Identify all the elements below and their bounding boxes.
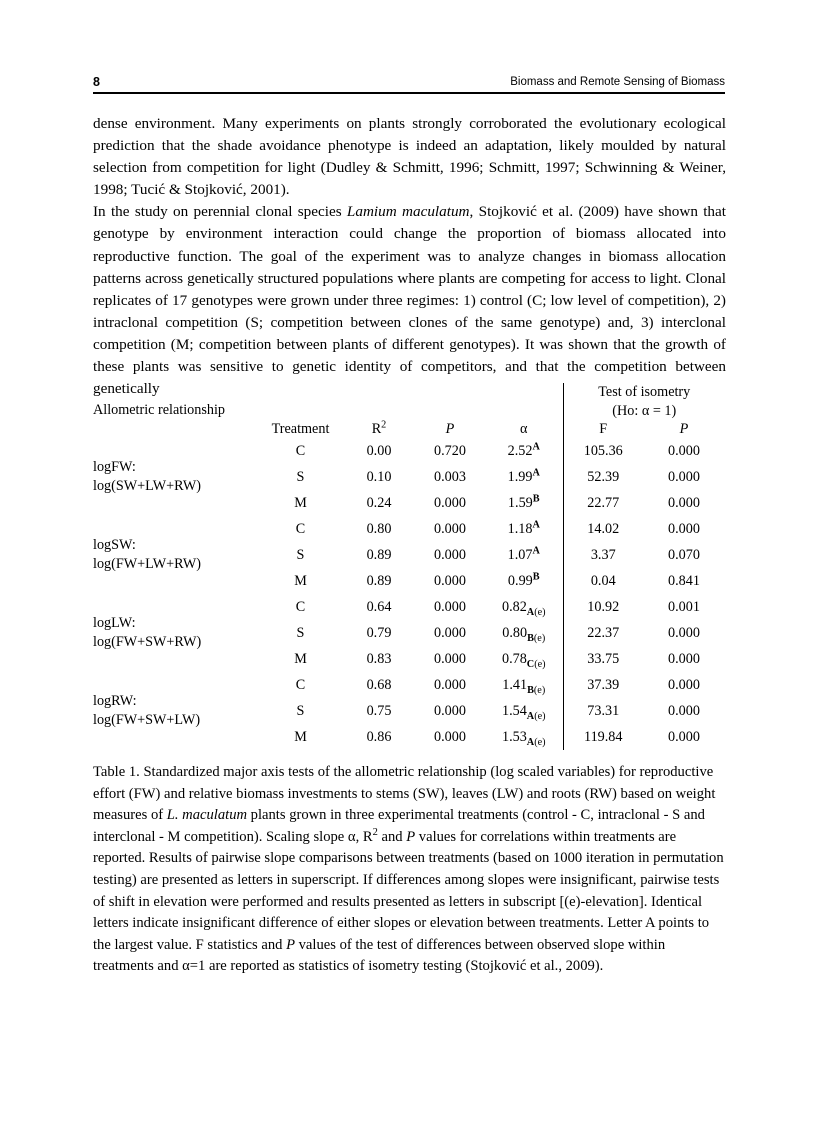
cell-r2: 0.10 [366,468,392,485]
table-row [93,516,725,542]
cell-alpha-value: 1.07 [507,546,533,563]
table-body [93,383,725,750]
cell-r2: 0.24 [366,494,392,511]
cell-p: 0.000 [434,520,466,537]
cell-iso-p: 0.000 [668,520,700,537]
cell-treatment: M [294,650,307,667]
cell-alpha-subscript-letter: B [527,632,534,644]
paragraph-2-lead: In the study on perennial clonal species [93,203,347,221]
header-f [563,421,643,438]
cell-alpha-superscript: B [532,492,540,504]
cell-alpha-subscript-suffix: (e) [534,710,546,722]
cell-alpha-value: 1.53 [501,728,527,745]
table-header-row-1 [93,383,725,421]
cell-alpha-subscript-letter: A [526,736,535,748]
row-label-block-1 [93,516,258,594]
cell-alpha [485,568,563,594]
cell-r2: 0.89 [366,572,392,589]
cell-alpha [485,464,563,490]
cell-alpha-subscript [527,632,545,643]
cell-alpha [485,542,563,568]
cell-alpha-subscript-letter: C [526,658,535,670]
cell-r2: 0.79 [366,624,392,641]
cell-r2: 0.89 [366,546,392,563]
cell-treatment: C [295,676,306,693]
cell-alpha-value: 0.82 [501,598,527,615]
cell-iso-p: 0.000 [668,728,700,745]
cell-alpha-subscript-suffix: (e) [534,736,546,748]
header-alpha [485,421,563,438]
cell-alpha-subscript-suffix: (e) [534,658,546,670]
cell-f: 119.84 [563,724,643,750]
cell-alpha-subscript [527,606,546,617]
table-caption [93,762,728,978]
row-label-line-2: log(FW+SW+RW) [93,634,202,650]
cell-alpha-subscript-suffix: (e) [533,632,546,644]
cell-p: 0.000 [434,650,466,667]
cell-treatment: C [295,520,306,537]
cell-iso-p: 0.000 [668,650,700,667]
header-iso-p [643,421,725,438]
running-header-row [93,76,725,92]
body-text [93,113,726,400]
cell-iso-p: 0.001 [668,598,700,615]
header-allometric-relationship-label: Allometric relationship [93,402,225,418]
header-r2-label: R [371,421,382,437]
cell-alpha-value: 1.54 [501,702,527,719]
caption-r2-exponent: 2 [372,826,378,838]
cell-f: 22.77 [563,490,643,516]
cell-treatment: S [296,624,305,641]
cell-p: 0.000 [434,676,466,693]
cell-p: 0.000 [434,728,466,745]
cell-alpha-value: 1.59 [507,494,533,511]
cell-iso-p: 0.000 [668,468,700,485]
cell-p: 0.000 [434,546,466,563]
table-row [93,672,725,698]
cell-alpha-value: 1.41 [502,676,528,693]
table-1-container [93,383,725,750]
cell-treatment: S [296,546,305,563]
cell-f: 52.39 [563,464,643,490]
cell-alpha [485,724,563,750]
row-label-block-0 [93,438,258,516]
paragraph-1-text: dense environment. Many experiments on plants strongly corroborated the evolutionary ecological prediction that the shade avoidance phenotype is indeed an adaptation, likely moulded by natural selection from competition for light (Dudley & Schmitt, 1996; Schmitt, 1997; Schwinning & Weiner, 1998; Tucić & Stojković, 2001). [93,115,726,199]
cell-r2: 0.83 [366,650,392,667]
cell-alpha [485,516,563,542]
cell-alpha-subscript [527,710,546,721]
header-allometric-relationship [93,383,258,438]
cell-f: 10.92 [563,594,643,620]
row-label-line-1: logFW: [93,458,136,475]
cell-f: 73.31 [563,698,643,724]
cell-p: 0.000 [434,598,466,615]
cell-alpha [485,594,563,620]
row-label-line-1: logLW: [93,614,136,631]
cell-alpha-value: 0.78 [501,650,527,667]
caption-part-3: and [377,828,407,845]
header-p [415,421,485,438]
cell-iso-p: 0.070 [668,546,700,563]
paragraph-2-rest: , Stojković et al. (2009) have shown that genotype by environment interaction could change the proportion of biomass allocated into reproductive function. The goal of the experiment was to analyze changes in biomass allocation patterns across genetically structured populations where plants are competing for access to light. Clonal replicates of 17 genotypes were grown under three regimes: 1) control (C; low level of competition), 2) intraclonal competition (S; competition between clones of the same genotype) and, 3) interclonal competition (M; competition between plants of different genotypes). It was shown that the growth of these plants was sensitive to genetic identity of competitors, and that the competition between genetically [93,203,726,398]
cell-treatment: S [296,702,305,719]
paragraph-1 [93,113,726,201]
cell-alpha [485,620,563,646]
cell-r2: 0.64 [366,598,392,615]
cell-alpha-value: 1.99 [507,468,533,485]
paragraph-2 [93,201,726,400]
cell-alpha [485,672,563,698]
cell-alpha-subscript-letter: A [526,710,535,722]
cell-alpha-subscript [527,736,546,747]
cell-alpha-subscript-suffix: (e) [534,606,546,618]
cell-alpha-superscript: A [532,466,540,478]
cell-treatment: M [294,728,307,745]
cell-treatment: S [296,468,305,485]
cell-iso-p: 0.000 [668,702,700,719]
cell-alpha-superscript: B [532,570,540,582]
row-label-block-3 [93,672,258,750]
page-number: 8 [93,75,100,89]
cell-p: 0.000 [434,702,466,719]
header-r2 [343,421,415,438]
cell-alpha-subscript-letter: B [527,684,534,696]
table-row [93,594,725,620]
header-rule [93,92,725,94]
cell-alpha-value: 2.52 [507,442,533,459]
header-r2-exponent: 2 [381,419,387,431]
header-p-label: P [445,421,455,437]
cell-p: 0.720 [434,442,466,459]
allometry-results-table [93,383,725,750]
caption-p-italic-2: P [286,936,295,953]
cell-iso-p: 0.841 [668,572,700,589]
cell-alpha-value: 0.99 [507,572,533,589]
row-label-line-2: log(SW+LW+RW) [93,478,201,494]
cell-alpha [485,698,563,724]
header-f-label: F [599,421,608,437]
caption-part-1: Table 1. Standardized major axis tests of the allometric relationship (log scaled variables) for reproductive effort (FW) and relative biomass investments to stems (SW), leaves (LW) and roots (RW) based on weight measures of [93,764,716,824]
cell-r2: 0.80 [366,520,392,537]
row-label-line-1: logSW: [93,536,136,553]
header-treatment [258,421,343,438]
cell-p: 0.003 [434,468,466,485]
header-isometry-line-2: (Ho: α = 1) [612,403,677,419]
cell-treatment: M [294,572,307,589]
table-caption-text [93,762,728,978]
cell-iso-p: 0.000 [668,494,700,511]
cell-alpha-subscript [527,658,546,669]
cell-alpha-value: 0.80 [502,624,528,641]
table-row [93,438,725,464]
cell-r2: 0.86 [366,728,392,745]
cell-f: 105.36 [563,438,643,464]
cell-treatment: C [295,442,306,459]
book-title: Biomass and Remote Sensing of Biomass [510,76,725,88]
cell-f: 22.37 [563,620,643,646]
cell-r2: 0.00 [366,442,392,459]
cell-f: 37.39 [563,672,643,698]
running-header [93,76,725,102]
cell-alpha-superscript: A [532,544,540,556]
header-alpha-label: α [520,421,528,437]
species-name-italic: Lamium maculatum [346,203,470,221]
row-label-line-1: logRW: [93,692,137,709]
cell-alpha-value: 1.18 [507,520,533,537]
cell-p: 0.000 [434,624,466,641]
cell-iso-p: 0.000 [668,624,700,641]
header-treatment-label: Treatment [271,421,330,437]
cell-f: 0.04 [563,568,643,594]
cell-r2: 0.75 [366,702,392,719]
cell-r2: 0.68 [366,676,392,693]
caption-part-5: values of the test of differences between observed slope within treatments and α=1 are reported as statistics of isometry testing (Stojković et al., 2009). [93,936,666,975]
cell-alpha-superscript: A [532,440,540,452]
cell-f: 14.02 [563,516,643,542]
header-isometry-line-1: Test of isometry [598,384,691,400]
cell-p: 0.000 [434,572,466,589]
header-spacer [258,383,563,421]
cell-p: 0.000 [434,494,466,511]
cell-treatment: C [295,598,306,615]
cell-alpha-subscript-letter: A [526,606,535,618]
cell-alpha-superscript: A [532,518,540,530]
cell-f: 33.75 [563,646,643,672]
cell-f: 3.37 [563,542,643,568]
header-iso-p-label: P [679,421,689,437]
caption-p-italic-1: P [406,828,416,845]
cell-treatment: M [294,494,307,511]
row-label-line-2: log(FW+LW+RW) [93,556,201,572]
cell-alpha [485,490,563,516]
cell-alpha-subscript-suffix: (e) [533,684,546,696]
caption-part-4: values for correlations within treatments are reported. Results of pairwise slope comparisons between treatments (based on 1000 iteration in permutation testing) are presented as letters in superscript. If differences among slopes were insignificant, pairwise tests of shift in elevation were performed and results presented as letters in subscript [(e)-elevation]. Identical letters indicate insignificant difference of either slopes or elevation between treatments. Letter A points to the largest value. F statistics and [93,828,724,953]
cell-alpha [485,646,563,672]
cell-alpha-subscript [527,684,545,695]
caption-species-italic: L. maculatum [166,807,248,824]
caption-part-2: plants grown in three experimental treatments (control - C, intraclonal - S and interclonal - M competition). Scaling slope α, R [93,807,705,845]
row-label-block-2 [93,594,258,672]
cell-alpha [485,438,563,464]
row-label-line-2: log(FW+SW+LW) [93,712,201,728]
cell-iso-p: 0.000 [668,676,700,693]
cell-iso-p: 0.000 [668,442,700,459]
header-test-of-isometry [563,383,725,421]
